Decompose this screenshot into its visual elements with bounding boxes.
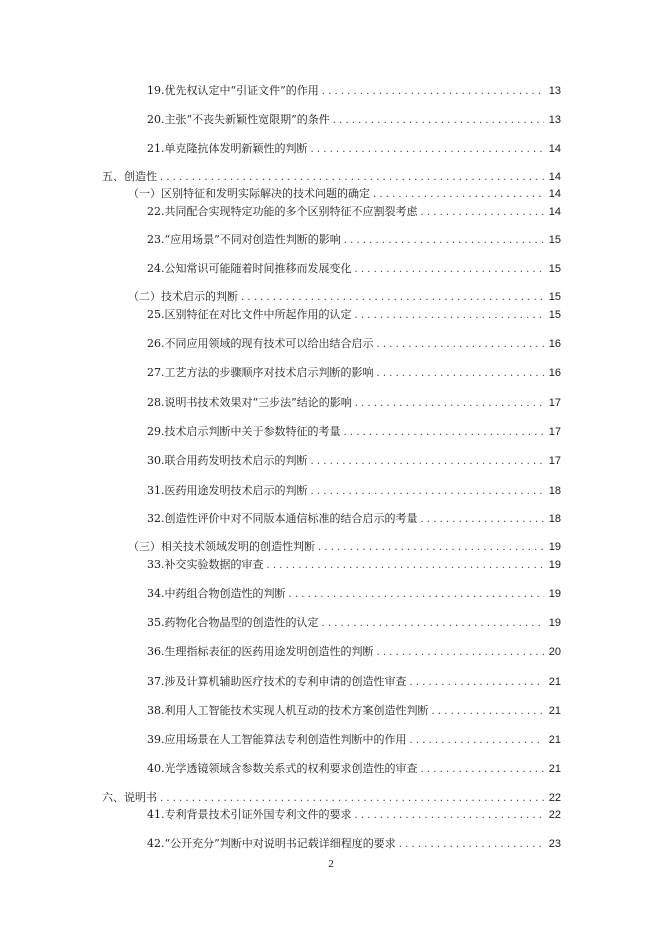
toc-entry[interactable]: [147, 704, 561, 719]
toc-entry-number: 28.: [147, 396, 165, 409]
dot-leader: [421, 513, 545, 527]
toc-entry-number: 20.: [147, 113, 165, 126]
toc-entry-title: 公知常识可能随着时间推移而发展变化: [164, 262, 352, 275]
toc-entry-title: 技术启示判断中关于参数特征的考量: [164, 425, 341, 438]
dot-leader: [289, 588, 545, 602]
dot-leader: [318, 541, 544, 555]
toc-entry-title: 医药用途发明技术启示的判断: [164, 484, 308, 497]
dot-leader: [333, 114, 544, 128]
toc-entry-number: 33.: [147, 558, 165, 571]
toc-entry-number: 34.: [147, 587, 165, 600]
toc-entry-page: 17: [548, 397, 561, 409]
toc-entry[interactable]: [147, 587, 561, 602]
dot-leader: [344, 426, 545, 440]
toc-entry-page: 18: [548, 485, 561, 497]
toc-entry-page: 22: [548, 809, 561, 821]
toc-entry[interactable]: [128, 290, 561, 305]
toc-entry-number: 35.: [147, 616, 165, 629]
dot-leader: [160, 792, 544, 806]
toc-entry-page: 14: [548, 171, 561, 183]
toc-entry-number: 37.: [147, 675, 165, 688]
toc-entry-title: 药物化合物晶型的创造性的认定: [164, 616, 319, 629]
toc-entry-title: 工艺方法的步骤顺序对技术启示判断的影响: [164, 366, 374, 379]
toc-entry-number: 29.: [147, 425, 165, 438]
toc-entry[interactable]: [147, 113, 561, 128]
toc-entry-page: 21: [548, 705, 561, 717]
toc-entry-title: 光学透镜领域含参数关系式的权利要求创造性的审查: [164, 762, 418, 775]
toc-entry[interactable]: [147, 262, 561, 277]
toc-entry-number: 26.: [147, 337, 165, 350]
toc-entry[interactable]: [147, 616, 561, 631]
toc-entry-title: 优先权认定中“引证文件”的作用: [164, 84, 319, 97]
toc-entry-number: 22.: [147, 205, 165, 218]
toc-entry[interactable]: [147, 733, 561, 748]
toc-entry[interactable]: [147, 558, 561, 573]
toc-entry[interactable]: [147, 837, 561, 852]
toc-entry-title: 不同应用领域的现有技术可以给出结合启示: [164, 337, 374, 350]
toc-entry-page: 15: [548, 234, 561, 246]
dot-leader: [355, 397, 544, 411]
toc-entry-page: 14: [548, 188, 561, 200]
toc-entry-page: 14: [548, 206, 561, 218]
dot-leader: [241, 291, 544, 305]
toc-entry-title: 专利背景技术引证外国专利文件的要求: [164, 808, 352, 821]
toc-entry-number: 19.: [147, 84, 165, 97]
toc-entry-title: “应用场景”不同对创造性判断的影响: [164, 233, 341, 246]
dot-leader: [421, 206, 545, 220]
toc-entry-title: “公开充分”判断中对说明书记载详细程度的要求: [164, 837, 396, 850]
toc-entry[interactable]: [128, 187, 561, 202]
toc-entry[interactable]: [147, 308, 561, 323]
toc-entry-title: （三）相关技术领域发明的创造性判断: [128, 540, 315, 553]
toc-entry-page: 21: [548, 734, 561, 746]
toc-entry-title: （一）区别特征和发明实际解决的技术问题的确定: [128, 187, 370, 200]
dot-leader: [322, 85, 544, 99]
toc-entry[interactable]: [147, 205, 561, 220]
toc-entry[interactable]: [147, 484, 561, 499]
toc-entry-title: 创造性评价中对不同版本通信标准的结合启示的考量: [164, 512, 418, 525]
toc-entry-page: 19: [548, 588, 561, 600]
toc-entry-page: 16: [548, 367, 561, 379]
toc-entry-title: 应用场景在人工智能算法专利创造性判断中的作用: [164, 733, 407, 746]
toc-entry[interactable]: [102, 791, 561, 806]
toc-entry-number: 24.: [147, 262, 165, 275]
toc-entry-page: 13: [548, 114, 561, 126]
dot-leader: [377, 646, 545, 660]
toc-entry[interactable]: [147, 337, 561, 352]
toc-entry-page: 18: [548, 513, 561, 525]
toc-entry-page: 22: [548, 792, 561, 804]
toc-entry-page: 20: [548, 646, 561, 658]
toc-entry[interactable]: [147, 645, 561, 660]
dot-leader: [344, 234, 544, 248]
dot-leader: [410, 676, 545, 690]
toc-entry-number: 27.: [147, 366, 165, 379]
toc-entry-title: 中药组合物创造性的判断: [164, 587, 286, 600]
toc-entry-title: 说明书技术效果对“三步法”结论的影响: [164, 396, 352, 409]
toc-entry-title: 联合用药发明技术启示的判断: [164, 454, 308, 467]
toc-entry-page: 19: [548, 541, 561, 553]
toc-entry-number: 31.: [147, 484, 165, 497]
toc-entry-page: 19: [548, 617, 561, 629]
toc-entry-title: 生理指标表征的医药用途发明创造性的判断: [164, 645, 374, 658]
toc-entry-number: 38.: [147, 704, 165, 717]
dot-leader: [311, 485, 545, 499]
dot-leader: [373, 188, 544, 202]
toc-entry[interactable]: [147, 233, 561, 248]
toc-entry-number: 42.: [147, 837, 165, 850]
toc-entry-number: 39.: [147, 733, 165, 746]
toc-entry[interactable]: [147, 142, 561, 157]
toc-entry-title: 共同配合实现特定功能的多个区别特征不应割裂考虑: [164, 205, 418, 218]
toc-entry-number: 40.: [147, 762, 165, 775]
toc-entry-number: 36.: [147, 645, 165, 658]
toc-entry[interactable]: [147, 675, 561, 690]
toc-entry-title: （二）技术启示的判断: [128, 290, 238, 303]
dot-leader: [355, 309, 545, 323]
dot-leader: [377, 367, 545, 381]
toc-entry[interactable]: [147, 762, 561, 777]
dot-leader: [377, 338, 545, 352]
toc-entry-page: 21: [548, 676, 561, 688]
dot-leader: [399, 838, 544, 852]
toc-entry[interactable]: [128, 540, 561, 555]
dot-leader: [410, 734, 545, 748]
dot-leader: [322, 617, 545, 631]
toc-entry-page: 15: [548, 263, 561, 275]
toc-entry-page: 23: [548, 838, 561, 850]
toc-entry-title: 区别特征在对比文件中所起作用的认定: [164, 308, 352, 321]
toc-entry-page: 19: [548, 559, 561, 571]
toc-entry-title: 补交实验数据的审查: [164, 558, 264, 571]
toc-entry-title: 涉及计算机辅助医疗技术的专利申请的创造性审查: [164, 675, 407, 688]
toc-entry-page: 14: [548, 143, 561, 155]
toc-entry-title: 六、说明书: [102, 791, 157, 804]
toc-entry-number: 23.: [147, 233, 165, 246]
dot-leader: [432, 705, 545, 719]
toc-entry-number: 30.: [147, 454, 165, 467]
toc-entry-number: 21.: [147, 142, 165, 155]
toc-entry-number: 41.: [147, 808, 165, 821]
toc-entry[interactable]: [147, 512, 561, 527]
toc-entry[interactable]: [102, 170, 561, 185]
toc-entry-page: 15: [548, 291, 561, 303]
toc-entry-page: 13: [548, 85, 561, 97]
toc-entry-title: 单克隆抗体发明新颖性的判断: [164, 142, 308, 155]
toc-entry[interactable]: [147, 84, 561, 99]
dot-leader: [311, 143, 545, 157]
page-number: 2: [328, 858, 334, 870]
toc-entry-page: 15: [548, 309, 561, 321]
dot-leader: [311, 455, 545, 469]
toc-entry[interactable]: [147, 425, 561, 440]
toc-entry[interactable]: [147, 396, 561, 411]
dot-leader: [267, 559, 545, 573]
toc-entry-page: 17: [548, 426, 561, 438]
toc-entry-title: 主张“不丧失新颖性宽限期”的条件: [164, 113, 330, 126]
toc-entry-number: 32.: [147, 512, 165, 525]
dot-leader: [355, 809, 545, 823]
toc-entry-page: 21: [548, 763, 561, 775]
dot-leader: [355, 263, 545, 277]
dot-leader: [160, 171, 544, 185]
toc-entry-title: 五、创造性: [102, 170, 157, 183]
dot-leader: [421, 763, 545, 777]
toc-entry[interactable]: [147, 366, 561, 381]
toc-entry-page: 17: [548, 455, 561, 467]
toc-entry[interactable]: [147, 808, 561, 823]
toc-entry-page: 16: [548, 338, 561, 350]
toc-entry[interactable]: [147, 454, 561, 469]
toc-entry-title: 利用人工智能技术实现人机互动的技术方案创造性判断: [164, 704, 429, 717]
toc-entry-number: 25.: [147, 308, 165, 321]
